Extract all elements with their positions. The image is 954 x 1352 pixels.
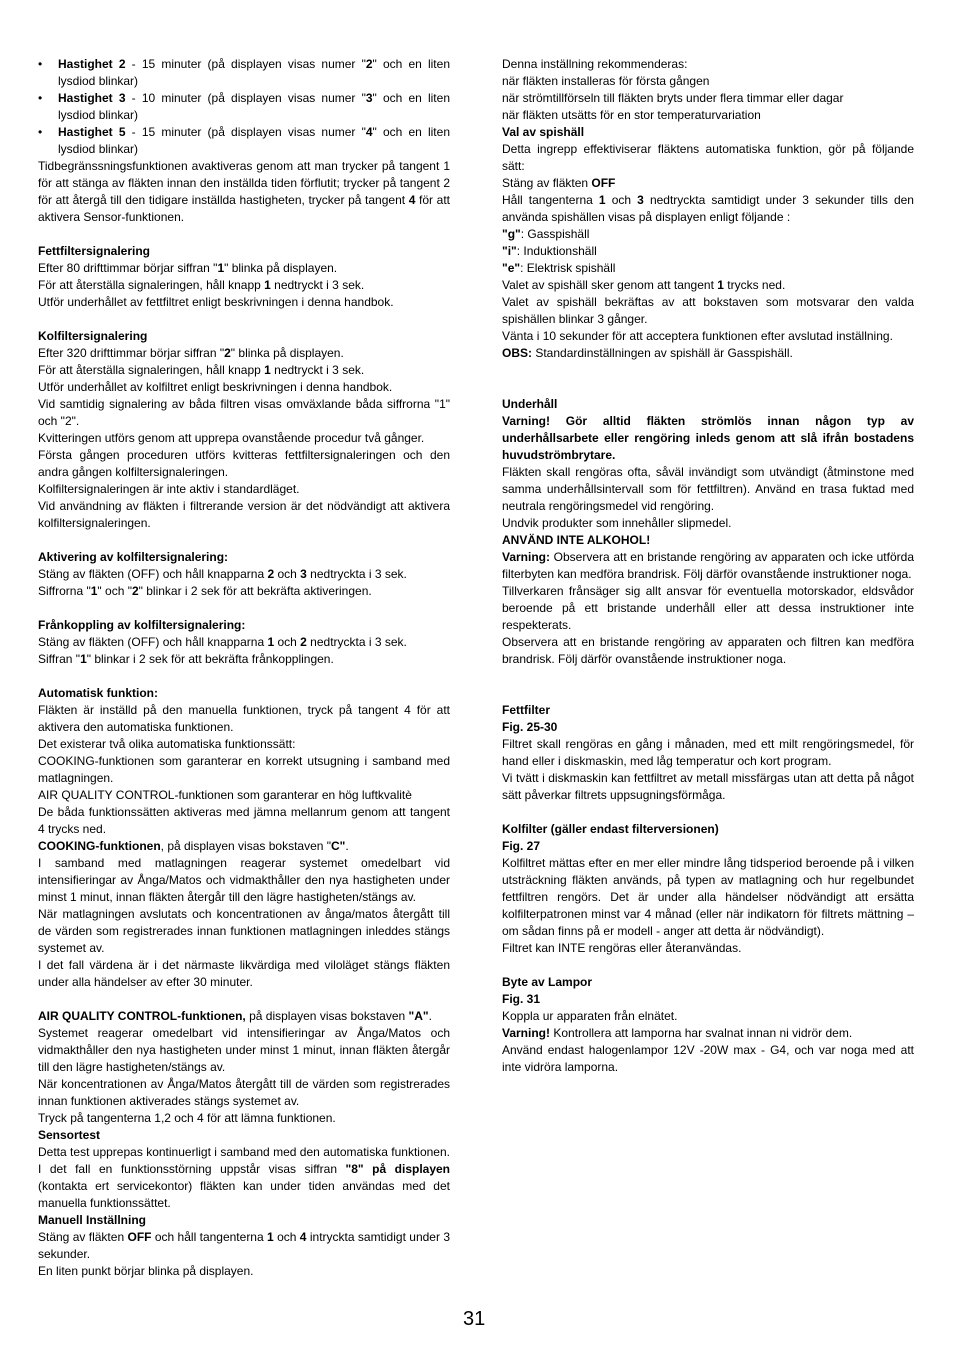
paragraph: Varning: Observera att en bristande rengöring av apparaten och icke utförda filterbyten kan medföra brandrisk. Följ därför ovanstående instruktioner noga. [502, 550, 914, 581]
paragraph: "g": Gasspishäll [502, 227, 590, 241]
paragraph: Det existerar två olika automatiska funktionssätt: [38, 737, 296, 751]
paragraph: OBS: Standardinställningen av spishäll är Gasspishäll. [502, 346, 793, 360]
left-column [38, 56, 450, 1280]
paragraph: Efter 320 drifttimmar börjar siffran "2" blinka på displayen. [38, 346, 344, 360]
manuell-heading: Manuell Inställning [38, 1213, 147, 1227]
paragraph: Filtret skall rengöras en gång i månaden, med ett milt rengöringsmedel, för hand eller i diskmaskin, med låg temperatur och kort program. [502, 737, 914, 768]
list-item: • Hastighet 5 - 15 minuter (på displayen visas numer "4" och en liten lysdiod blinkar) [38, 124, 450, 158]
paragraph: AIR QUALITY CONTROL-funktionen som garanterar en hög luftkvalitè [38, 788, 412, 802]
paragraph: COOKING-funktionen som garanterar en korrekt utsugning i samband med matlagningen. [38, 754, 450, 785]
paragraph: I det fall värdena är i det närmaste likvärdiga med viloläget stängs fläkten under alla händelser av efter 30 minuter. [38, 958, 450, 989]
paragraph: Observera att en bristande rengöring av apparaten och filtren kan medföra brandrisk. Följ därför ovanstående instruktioner noga. [502, 635, 914, 666]
paragraph: Efter 80 drifttimmar börjar siffran "1" blinka på displayen. [38, 261, 338, 275]
paragraph: Tillverkaren frånsäger sig allt ansvar för eventuella motorskador, eldsvådor beroende på ett bristande underhåll eller att dessa instruktioner inte respekterats. [502, 584, 914, 632]
paragraph: En liten punkt börjar blinka på displayen. [38, 1264, 254, 1278]
paragraph: "i": Induktionshäll [502, 244, 597, 258]
paragraph: Fläkten är inställd på den manuella funktionen, tryck på tangent 4 för att aktivera den automatiska funktionen. [38, 703, 450, 734]
paragraph: Siffran "1" blinkar i 2 sek för att bekräfta frånkopplingen. [38, 652, 334, 666]
paragraph: Stäng av fläkten (OFF) och håll knapparna 2 och 3 nedtryckta i 3 sek. [38, 567, 407, 581]
byte-av-lampor-heading: Byte av Lampor [502, 975, 593, 989]
paragraph: Koppla ur apparaten från elnätet. [502, 1009, 678, 1023]
kolfilter-heading: Kolfilter (gäller endast filterversionen) [502, 822, 719, 836]
speed-list [38, 56, 450, 158]
automatisk-heading: Automatisk funktion: [38, 686, 158, 700]
paragraph: Utför underhållet av fettfiltret enligt beskrivningen i denna handbok. [38, 295, 394, 309]
paragraph: Tryck på tangenterna 1,2 och 4 för att lämna funktionen. [38, 1111, 336, 1125]
paragraph: ANVÄND INTE ALKOHOL! [502, 533, 651, 547]
timer-paragraph: Tidbegränssningsfunktionen avaktiveras genom att man trycker på tangent 1 för att stänga av fläkten innan den inställda tiden förflutit; trycker på tangent 2 för att återgå till den tidigare inställda hastigheten, trycker på tangent 4 för att aktivera Sensor-funktionen. [38, 159, 450, 224]
paragraph: "e": Elektrisk spishäll [502, 261, 616, 275]
paragraph: Siffrorna "1" och "2" blinkar i 2 sek för att bekräfta aktiveringen. [38, 584, 372, 598]
paragraph: I samband med matlagningen reagerar systemet omedelbart vid intensifieringar av Ånga/Matos och vidmakthåller den nya hastigheten under minst 1 minut, innan fläkten återgår till den lägre hastigheten/stängs av. [38, 856, 450, 904]
paragraph: Vänta i 10 sekunder för att acceptera funktionen efter avslutad inställning. [502, 329, 893, 343]
paragraph: Kolfiltret mättas efter en mer eller mindre lång tidsperiod beroende på i vilken utsträckning fläkten används, på typen av matlagning och hur regelbundet fettfiltren rengörs. Det är under alla händelser nödvändigt att ersätta kolfilterpatronen minst var 4 månad (eller när indikatorn för filtrets mättning – om sådan finns på er modell - anger att detta är nödvändigt). [502, 856, 914, 938]
fettfilter-heading: Fettfiltersignalering [38, 244, 151, 258]
paragraph: Valet av spishäll sker genom att tangent 1 trycks ned. [502, 278, 786, 292]
paragraph: Stäng av fläkten OFF [502, 176, 616, 190]
paragraph: AIR QUALITY CONTROL-funktionen, på displayen visas bokstaven "A". [38, 1009, 432, 1023]
paragraph: När matlagningen avslutats och koncentrationen av ånga/matos återgått till de värden som registrerades innan funktionen matlagningen inleddes stängs systemet av. [38, 907, 450, 955]
paragraph: Stäng av fläkten OFF och håll tangenterna 1 och 4 intryckta samtidigt under 3 sekunder. [38, 1230, 451, 1261]
paragraph: Utför underhållet av kolfiltret enligt beskrivningen i denna handbok. [38, 380, 393, 394]
figure-reference: Fig. 31 [502, 992, 541, 1006]
paragraph: Fläkten skall rengöras ofta, såväl invändigt som utvändigt (åtminstone med samma underhållsintervall som för fettfiltren). Använd en trasa fuktad med neutrala rengöringsmedel vid rengöring. [502, 465, 914, 513]
paragraph: Kvitteringen utförs genom att upprepa ovanstående procedur två gånger. [38, 431, 425, 445]
kolfilter-heading: Kolfiltersignalering [38, 329, 148, 343]
paragraph: När koncentrationen av Ånga/Matos återgått till de värden som registrerades innan funktionen aktiverades stängs systemet av. [38, 1077, 450, 1108]
paragraph: Vid användning av fläkten i filtrerande version är det nödvändigt att aktivera kolfiltersignaleringen. [38, 499, 450, 530]
sensortest-heading: Sensortest [38, 1128, 101, 1142]
paragraph: Valet av spishäll bekräftas av att bokstaven som motsvarar den valda spishällen blinkar 3 gånger. [502, 295, 914, 326]
aktivering-heading: Aktivering av kolfiltersignalering: [38, 550, 229, 564]
paragraph: Varning! Kontrollera att lamporna har svalnat innan ni vidrör dem. [502, 1026, 853, 1040]
paragraph: Använd endast halogenlampor 12V -20W max - G4, och var noga med att inte vidröra lamporna. [502, 1043, 914, 1074]
list-item: • Hastighet 3 - 10 minuter (på displayen visas numer "3" och en liten lysdiod blinkar) [38, 90, 450, 124]
paragraph: Systemet reagerar omedelbart vid intensifieringar av Ånga/Matos och vidmakthåller den nya hastigheten under minst 1 minut, innan fläkten återgår till den lägre hastigheten/stängs av. [38, 1026, 450, 1074]
paragraph: För att återställa signaleringen, håll knapp 1 nedtryckt i 3 sek. [38, 363, 365, 377]
paragraph: Undvik produkter som innehåller slipmedel. [502, 516, 732, 530]
fettfilter-heading: Fettfilter [502, 703, 550, 717]
paragraph: Kolfiltersignaleringen är inte aktiv i standardläget. [38, 482, 300, 496]
page-number: 31 [463, 1308, 486, 1330]
paragraph: när fläkten utsätts för en stor temperaturvariation [502, 108, 761, 122]
paragraph: COOKING-funktionen, på displayen visas bokstaven "C". [38, 839, 349, 853]
paragraph: när fläkten installeras för första gången [502, 74, 710, 88]
paragraph: För att återställa signaleringen, håll knapp 1 nedtryckt i 3 sek. [38, 278, 365, 292]
warning-paragraph: Varning! Gör alltid fläkten strömlös innan någon typ av underhållsarbete eller rengöring inleds genom att slå ifrån bostadens huvudströmbrytare. [502, 414, 914, 462]
val-av-spishall-heading: Val av spishäll [502, 125, 585, 139]
paragraph: Detta ingrepp effektiviserar fläktens automatiska funktion, gör på följande sätt: [502, 142, 914, 173]
underhall-heading: Underhåll [502, 397, 558, 411]
paragraph: när strömtillförseln till fläkten bryts under flera timmar eller dagar [502, 91, 844, 105]
paragraph: Vi tvätt i diskmaskin kan fettfiltret av metall missfärgas utan att detta på något sätt påverkar filtrets uppsugningsförmåga. [502, 771, 914, 802]
paragraph: Detta test upprepas kontinuerligt i samband med den automatiska funktionen. I det fall en funktionsstörning uppstår visas siffran "8" på displayen (kontakta ert servicekontor) fläkten kan under tiden användas med det manuella funktionssättet. [38, 1145, 451, 1210]
list-item: • Hastighet 2 - 15 minuter (på displayen visas numer "2" och en liten lysdiod blinkar) [38, 56, 450, 90]
paragraph: Första gången proceduren utförs kvitteras fettfiltersignaleringen och den andra gången kolfiltersignaleringen. [38, 448, 450, 479]
paragraph: Vid samtidig signalering av båda filtren visas omväxlande båda siffrorna "1" och "2". [38, 397, 450, 428]
paragraph: Filtret kan INTE rengöras eller återanvändas. [502, 941, 742, 955]
paragraph: Denna inställning rekommenderas: [502, 57, 688, 71]
figure-reference: Fig. 25-30 [502, 720, 558, 734]
frankoppling-heading: Frånkoppling av kolfiltersignalering: [38, 618, 246, 632]
paragraph: Håll tangenterna 1 och 3 nedtryckta samtidigt under 3 sekunder tills den använda spishällen visas på displayen enligt följande : [502, 193, 914, 224]
figure-reference: Fig. 27 [502, 839, 541, 853]
paragraph: Stäng av fläkten (OFF) och håll knapparna 1 och 2 nedtryckta i 3 sek. [38, 635, 407, 649]
paragraph: De båda funktionssätten aktiveras med jämna mellanrum genom att tangent 4 trycks ned. [38, 805, 450, 836]
right-column [502, 56, 914, 1076]
